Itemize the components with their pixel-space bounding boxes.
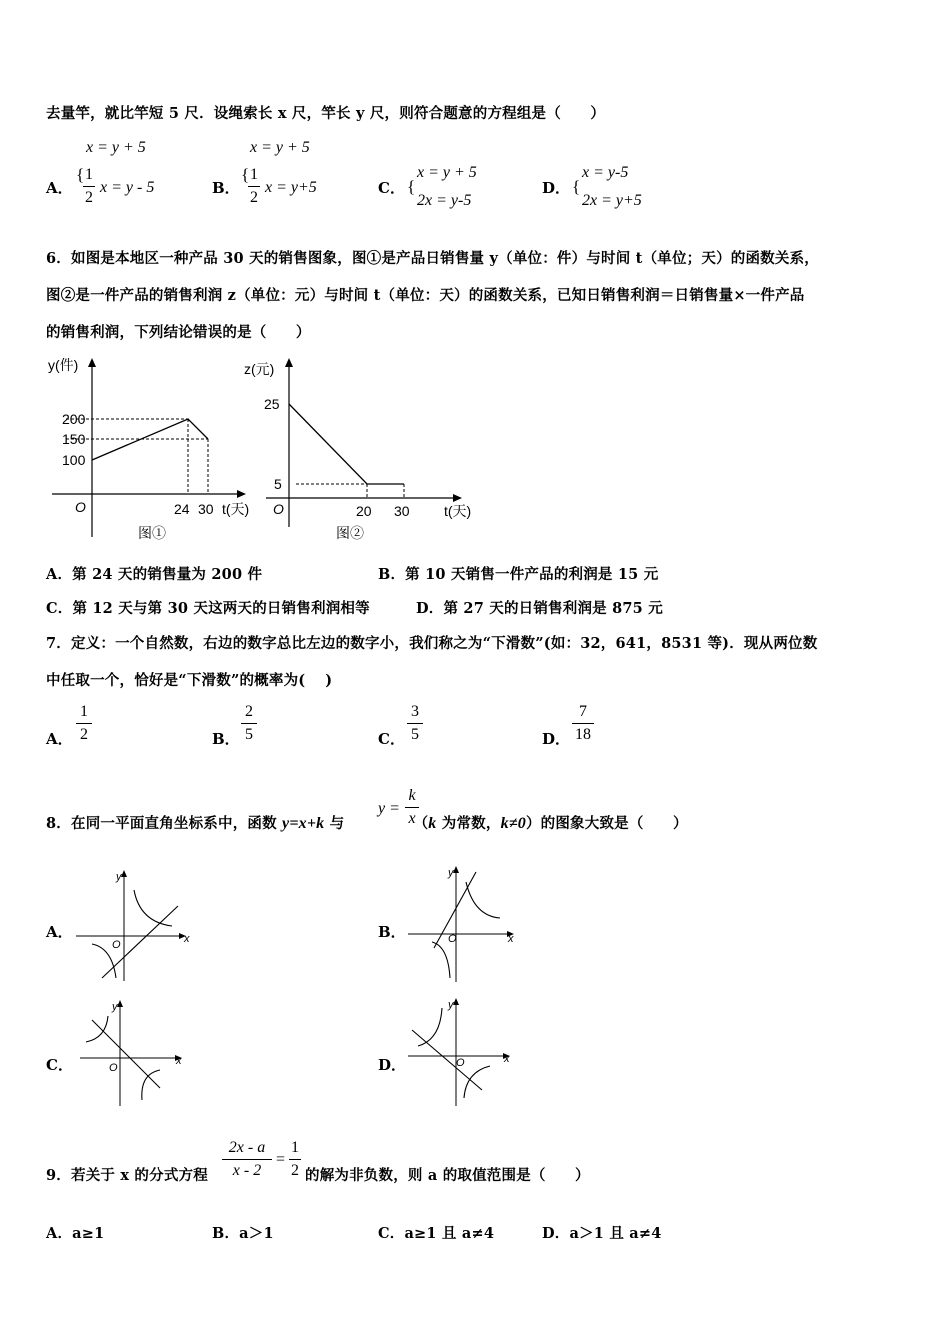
q6-option-a[interactable]: A．第 24 天的销售量为 200 件 <box>46 566 263 583</box>
q9-option-c[interactable]: C．a≥1 且 a≠4 <box>378 1225 495 1242</box>
q9-option-d[interactable]: D．a＞1 且 a≠4 <box>542 1225 662 1242</box>
q8-stem-c: （ <box>413 815 429 832</box>
q8-graph-d <box>404 994 524 1108</box>
q5-option-c-brace: { <box>407 177 416 196</box>
q5-option-b-eq1: x = y + 5 <box>250 139 310 156</box>
q8-kneq: k≠0 <box>500 815 526 832</box>
q6-stem-line2: 图②是一件产品的销售利润 z（单位：元）与时间 t（单位：天）的函数关系，已知日销售利润＝日销售量×一件产品 <box>46 287 805 304</box>
q7-stem-line2: 中任取一个，恰好是“下滑数”的概率为( ) <box>46 672 333 689</box>
graph1-xtick-30: 30 <box>198 501 214 517</box>
q9-equals: = <box>276 1151 286 1168</box>
q5-option-a-brace: { <box>76 165 85 184</box>
q5-option-b-fraction: 1 2 <box>250 166 258 206</box>
q5-option-c-eq2: 2x = y-5 <box>417 192 472 209</box>
q5-option-d-eq2: 2x = y+5 <box>582 192 642 209</box>
q5-option-b-label[interactable]: B． <box>212 179 240 197</box>
q8-stem <box>46 812 688 833</box>
q7-option-c-fraction: 3 5 <box>407 702 423 745</box>
q7-option-b-fraction: 2 5 <box>241 702 257 745</box>
q7-option-c-label[interactable]: C． <box>378 730 405 748</box>
q7-option-b-label[interactable]: B． <box>212 730 240 748</box>
q5-stem: 去量竿，就比竿短 5 尺．设绳索长 x 尺，竿长 y 尺，则符合题意的方程组是（ ） <box>46 105 606 122</box>
q9-rhs-fraction: 1 2 <box>291 1139 299 1179</box>
graph1-xlabel: t(天) <box>222 501 250 517</box>
graph2-line <box>289 404 404 484</box>
graph1-xtick-24: 24 <box>174 501 190 517</box>
graph2-caption: 图② <box>336 525 364 541</box>
q6-option-c[interactable]: C．第 12 天与第 30 天这两天的日销售利润相等 <box>46 600 370 617</box>
q5-option-a-eq2: x = y - 5 <box>100 179 155 196</box>
q8-fn2-lhs: y = <box>378 800 400 817</box>
q8-option-a-label[interactable]: A． <box>46 923 73 941</box>
q8-a-y: y <box>116 871 122 883</box>
q9-option-a[interactable]: A．a≥1 <box>46 1225 105 1242</box>
q8-d-o: O <box>456 1057 465 1069</box>
graph2-x-arrow <box>453 494 462 502</box>
q8-stem-e: ）的图象大致是（ ） <box>525 815 688 832</box>
q8-fn2-fraction: k x <box>405 786 419 829</box>
q8-c-x: x <box>176 1055 182 1067</box>
q8-b-x: x <box>508 933 514 945</box>
q6-graph-2 <box>236 352 486 544</box>
q7-option-d-label[interactable]: D． <box>542 730 571 748</box>
q8-c-y: y <box>112 1001 118 1013</box>
q8-graph-b <box>404 862 534 986</box>
graph2-ylabel: z(元) <box>244 361 275 377</box>
q8-stem-d: 为常数， <box>436 815 501 832</box>
q8-b-y: y <box>448 867 454 879</box>
q8-a-x: x <box>184 933 190 945</box>
q8-a-o: O <box>112 939 121 951</box>
q5-option-c-label[interactable]: C． <box>378 179 405 197</box>
q5-option-a-label[interactable]: A． <box>46 179 73 197</box>
q5-option-b-brace: { <box>241 165 250 184</box>
graph2-origin: O <box>273 501 284 517</box>
q9-option-b[interactable]: B．a＞1 <box>212 1225 274 1242</box>
q5-option-b-eq2: x = y+5 <box>265 179 317 196</box>
q5-option-a-fraction: 1 2 <box>85 166 93 206</box>
q8-d-y: y <box>448 999 454 1011</box>
q8-stem-b: 与 <box>324 815 350 832</box>
q8-graph-a <box>72 866 202 986</box>
graph1-ytick-200: 200 <box>62 411 86 427</box>
q7-option-a-fraction: 1 2 <box>76 702 92 745</box>
graph2-xtick-30: 30 <box>394 503 410 519</box>
q6-option-d[interactable]: D．第 27 天的日销售利润是 875 元 <box>416 600 663 617</box>
graph2-y-arrow <box>285 358 293 367</box>
q9-stem-b: 的解为非负数，则 a 的取值范围是（ ） <box>305 1167 590 1184</box>
graph1-caption: 图① <box>138 525 166 541</box>
q8-option-d-label[interactable]: D． <box>378 1056 407 1074</box>
graph1-y-arrow <box>88 358 96 367</box>
q8-stem-a: 8．在同一平面直角坐标系中，函数 <box>46 815 283 832</box>
graph1-ytick-100: 100 <box>62 452 86 468</box>
graph2-xtick-20: 20 <box>356 503 372 519</box>
graph2-ytick-25: 25 <box>264 396 280 412</box>
q7-option-d-fraction: 7 18 <box>572 702 594 745</box>
graph2-ytick-5: 5 <box>274 476 282 492</box>
q5-option-d-brace: { <box>572 177 581 196</box>
q5-option-c-eq1: x = y + 5 <box>417 164 477 181</box>
q6-option-b[interactable]: B．第 10 天销售一件产品的利润是 15 元 <box>378 566 659 583</box>
q9-lhs-fraction: 2x - a x - 2 <box>222 1138 272 1181</box>
graph1-ylabel: y(件) <box>48 357 79 373</box>
q8-kvar: k <box>428 815 437 832</box>
q5-option-a-eq1: x = y + 5 <box>86 139 146 156</box>
q7-stem-line1: 7．定义：一个自然数，右边的数字总比左边的数字小，我们称之为“下滑数”(如：32，641，8531 等)．现从两位数 <box>46 635 818 652</box>
q8-option-b-label[interactable]: B． <box>378 923 406 941</box>
q8-c-o: O <box>109 1062 118 1074</box>
q6-stem-line1: 6．如图是本地区一种产品 30 天的销售图象，图①是产品日销售量 y（单位：件）与时间 t（单位；天）的函数关系， <box>46 250 819 267</box>
graph1-line <box>92 419 208 460</box>
graph1-origin: O <box>75 499 86 515</box>
q8-option-c-label[interactable]: C． <box>46 1056 73 1074</box>
graph1-ytick-150: 150 <box>62 431 86 447</box>
q5-option-d-label[interactable]: D． <box>542 179 571 197</box>
q8-graph-c <box>76 996 196 1108</box>
q7-option-a-label[interactable]: A． <box>46 730 73 748</box>
q8-d-x: x <box>504 1053 510 1065</box>
q8-b-o: O <box>448 933 457 945</box>
q8-fn1: y=x+k <box>282 815 325 832</box>
graph2-xlabel: t(天) <box>444 503 472 519</box>
q6-stem-line3: 的销售利润，下列结论错误的是（ ） <box>46 324 311 341</box>
q9-stem-a: 9．若关于 x 的分式方程 <box>46 1167 208 1184</box>
q5-option-d-eq1: x = y-5 <box>582 164 629 181</box>
